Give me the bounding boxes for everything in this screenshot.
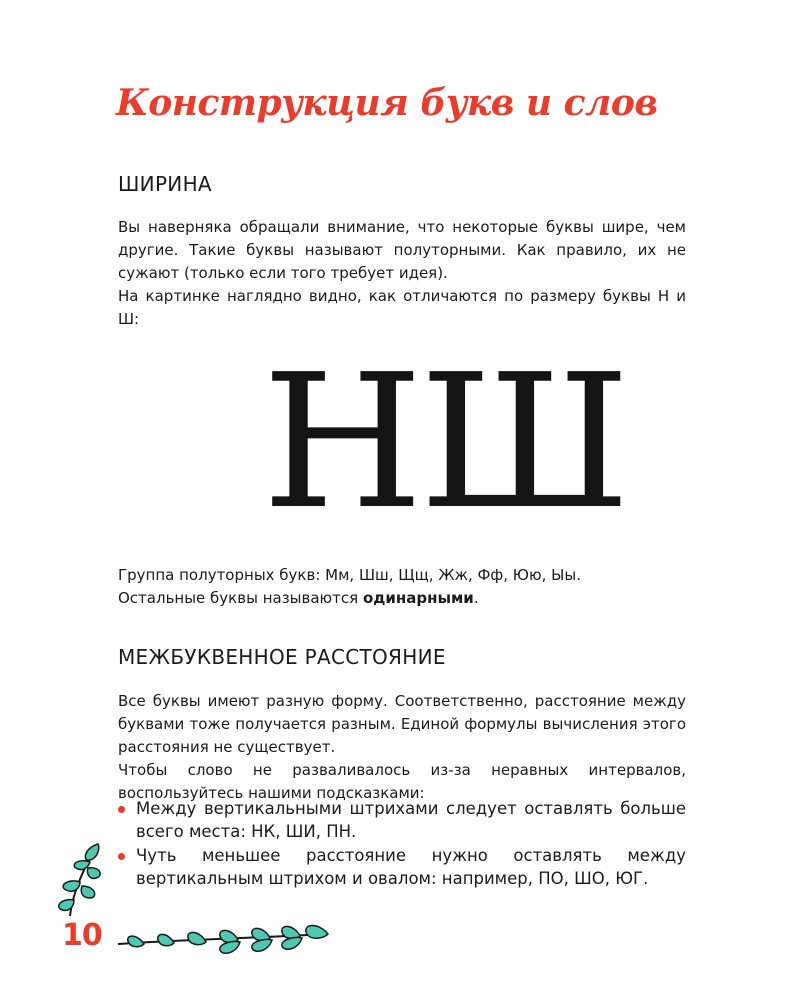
letter-groups-text [118,564,686,610]
single-letters-note: Остальные буквы называются одинарными. [118,589,479,607]
leaf-sprig-vertical-icon [44,838,108,918]
list-item: Между вертикальными штрихами следует оставлять больше всего места: НК, ШИ, ПН. [118,797,686,843]
page-title: Конструкция букв и слов [116,82,658,124]
width-paragraph-2: На картинке наглядно видно, как отличаются по размеру буквы Н и Ш: [118,287,686,328]
bullet-dot-icon [118,806,125,813]
bullet-dot-icon [118,853,125,860]
list-item: Чуть меньшее расстояние нужно оставлять между вертикальным штрихом и овалом: например, ПО, ШО, ЮГ. [118,844,686,890]
section-heading-width: ШИРИНА [118,172,212,196]
letter-width-example: НШ [262,334,627,550]
single-letters-term: одинарными [362,589,474,607]
spacing-paragraph-2: Чтобы слово не разваливалось из-за неравных интервалов, воспользуйтесь нашими подсказками: [118,761,686,802]
spacing-paragraph-1: Все буквы имеют разную форму. Соответственно, расстояние между буквами тоже получается разным. Единой формулы вычисления этого расстояния не существует. [118,692,686,756]
leaf-sprig-horizontal-icon [114,912,334,958]
section-heading-spacing: МЕЖБУКВЕННОЕ РАССТОЯНИЕ [118,645,446,669]
wide-letters-group: Группа полуторных букв: Мм, Шш, Щщ, Жж, Фф, Юю, Ыы. [118,566,582,584]
width-paragraphs [118,216,686,331]
spacing-tips-list [118,797,686,891]
page-number: 10 [62,918,102,953]
width-paragraph-1: Вы наверняка обращали внимание, что некоторые буквы шире, чем другие. Такие буквы называют полуторными. Как правило, их не сужают (только если того требует идея). [118,218,686,282]
spacing-paragraphs [118,690,686,805]
